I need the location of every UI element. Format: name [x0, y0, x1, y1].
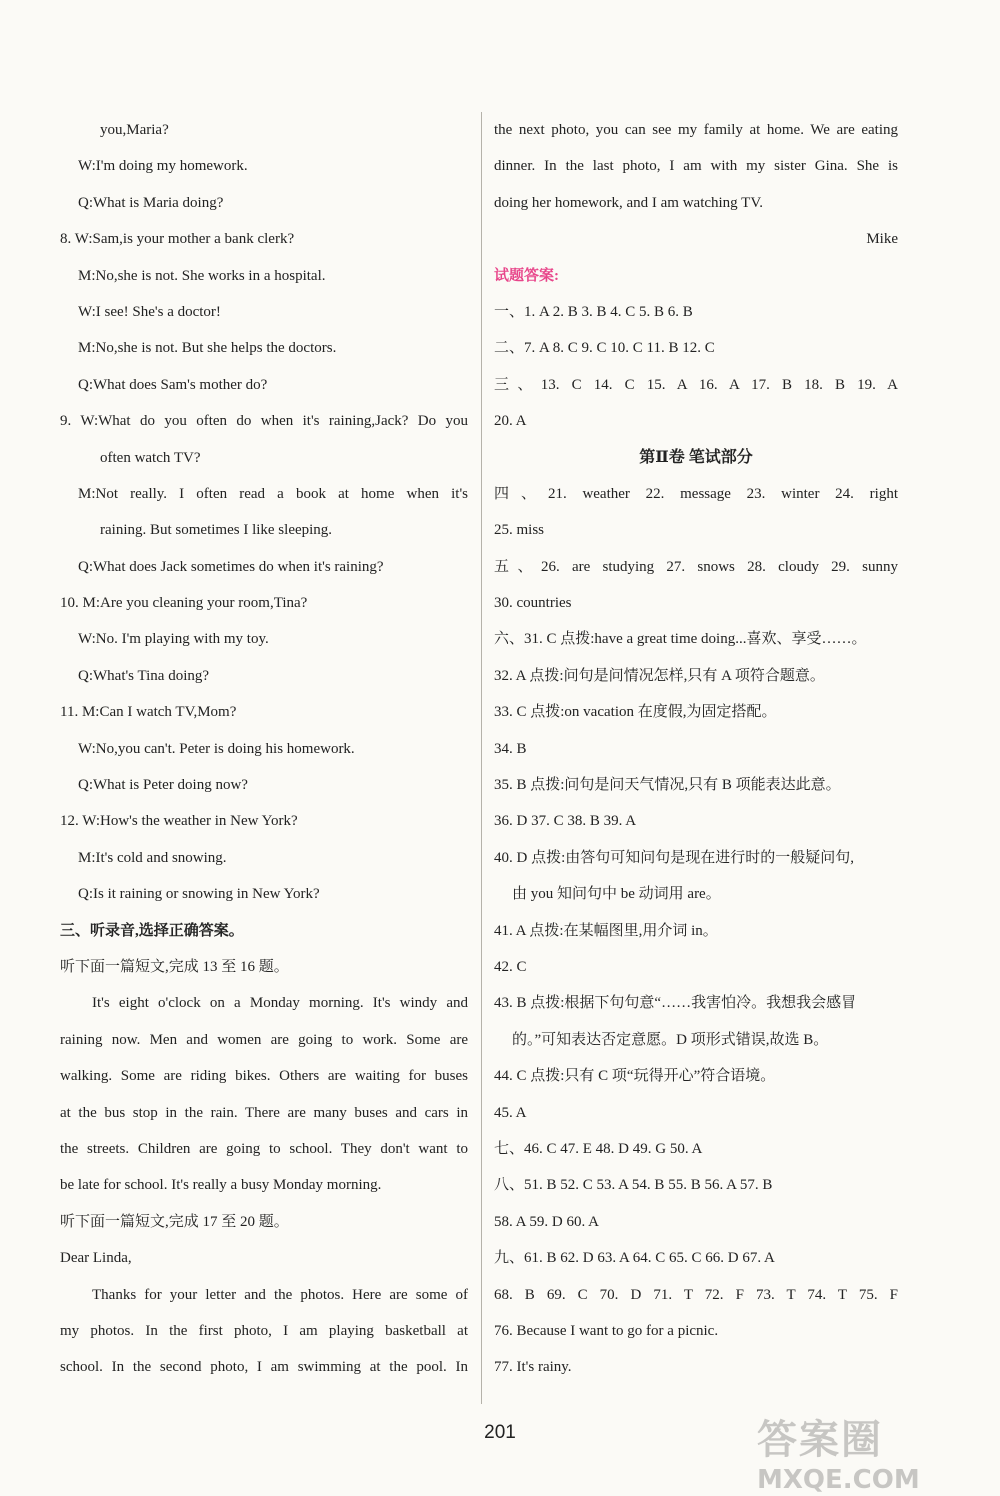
right-column-line: 34. B [494, 740, 527, 757]
right-column-line: 45. A [494, 1104, 527, 1121]
right-column-line: 44. C 点拨:只有 C 项“玩得开心”符合语境。 [494, 1068, 776, 1085]
left-column-line: you,Maria? [100, 122, 169, 138]
left-column-line: Q:What is Peter doing now? [78, 777, 248, 794]
left-column-line: Thanks for your letter and the photos. Here are some of [92, 1286, 468, 1303]
right-column-line: Mike [866, 231, 898, 248]
right-column-line: 58. A 59. D 60. A [494, 1213, 600, 1230]
left-column-line: 9. W:What do you often do when it's raining,Jack? Do you [60, 413, 468, 430]
left-column-line: M:No,she is not. But she helps the doctors. [78, 340, 337, 357]
left-column-line: raining now. Men and women are going to work. Some are [60, 1031, 468, 1048]
right-column-line: 36. D 37. C 38. B 39. A [494, 813, 637, 830]
left-column-line: 三、听录音,选择正确答案。 [60, 922, 244, 939]
left-column-line: Q:What does Sam's mother do? [78, 376, 268, 393]
left-column-line: school. In the second photo, I am swimming at the pool. In [60, 1359, 468, 1376]
right-column-line: the next photo, you can see my family at home. We are eating [494, 122, 898, 138]
left-column [60, 112, 468, 1386]
left-column-line: 8. W:Sam,is your mother a bank clerk? [60, 231, 295, 248]
left-column-line: M:It's cold and snowing. [78, 849, 227, 866]
right-column-line: 由 you 知问句中 be 动词用 are。 [512, 886, 721, 903]
left-column-line: 10. M:Are you cleaning your room,Tina? [60, 595, 308, 612]
right-column-line: 五、26. are studying 27. snows 28. cloudy 29. sunny [494, 558, 898, 575]
left-column-line: the streets. Children are going to school. They don't want to [60, 1140, 468, 1157]
right-column-line: 一、1. A 2. B 3. B 4. C 5. B 6. B [494, 303, 693, 320]
left-column-line: Q:What is Maria doing? [78, 194, 224, 211]
left-column-line: be late for school. It's really a busy Monday morning. [60, 1177, 382, 1194]
left-column-line: Q:What's Tina doing? [78, 667, 210, 684]
left-column-line: W:I see! She's a doctor! [78, 303, 221, 320]
left-column-line: 11. M:Can I watch TV,Mom? [60, 704, 237, 721]
left-column-line: Q:Is it raining or snowing in New York? [78, 886, 320, 903]
column-divider [481, 112, 482, 1404]
left-column-line: W:No,you can't. Peter is doing his homework. [78, 740, 355, 757]
right-column-line: dinner. In the last photo, I am with my sister Gina. She is [494, 158, 898, 175]
right-column-line: 九、61. B 62. D 63. A 64. C 65. C 66. D 67. A [494, 1250, 775, 1267]
left-column-line: Dear Linda, [60, 1250, 132, 1267]
left-column-line: 听下面一篇短文,完成 17 至 20 题。 [60, 1213, 289, 1230]
right-column-line: 30. countries [494, 595, 572, 612]
right-column-line: 25. miss [494, 522, 545, 539]
right-column-line: 八、51. B 52. C 53. A 54. B 55. B 56. A 57. B [494, 1177, 773, 1194]
page-number: 201 [484, 1422, 516, 1443]
right-column-line: 三、13. C 14. C 15. A 16. A 17. B 18. B 19. A [494, 376, 898, 393]
right-column-line: 七、46. C 47. E 48. D 49. G 50. A [494, 1140, 703, 1157]
left-column-line: W:I'm doing my homework. [78, 158, 248, 175]
right-column-line: 二、7. A 8. C 9. C 10. C 11. B 12. C [494, 340, 715, 357]
left-column-line: Q:What does Jack sometimes do when it's raining? [78, 558, 384, 575]
right-column-line: 33. C 点拨:on vacation 在度假,为固定搭配。 [494, 704, 777, 721]
left-column-line: M:Not really. I often read a book at home when it's [78, 485, 468, 502]
left-column-line: my photos. In the first photo, I am playing basketball at [60, 1322, 468, 1339]
left-column-line: It's eight o'clock on a Monday morning. It's windy and [92, 995, 468, 1012]
right-column-line: doing her homework, and I am watching TV. [494, 194, 763, 211]
left-column-line: M:No,she is not. She works in a hospital. [78, 267, 326, 284]
right-column-line: 77. It's rainy. [494, 1359, 572, 1376]
left-column-line: walking. Some are riding bikes. Others are waiting for buses [60, 1068, 468, 1085]
right-column-line: 42. C [494, 958, 527, 975]
right-column-line: 第Ⅱ卷 笔试部分 [639, 448, 753, 466]
watermark [757, 1408, 972, 1495]
right-column-line: 76. Because I want to go for a picnic. [494, 1322, 719, 1339]
left-column-line: 听下面一篇短文,完成 13 至 16 题。 [60, 958, 289, 975]
left-column-line: 12. W:How's the weather in New York? [60, 813, 298, 830]
right-column [494, 112, 898, 1386]
left-column-line: raining. But sometimes I like sleeping. [100, 522, 333, 539]
watermark-url: MXQE.COM [757, 1465, 920, 1495]
right-column-line: 35. B 点拨:问句是问天气情况,只有 B 项能表达此意。 [494, 777, 841, 794]
left-column-line: at the bus stop in the rain. There are many buses and cars in [60, 1104, 468, 1121]
right-column-line: 四、21. weather 22. message 23. winter 24. right [494, 485, 898, 502]
left-column-line: W:No. I'm playing with my toy. [78, 631, 269, 648]
right-column-line: 32. A 点拨:问句是问情况怎样,只有 A 项符合题意。 [494, 667, 825, 684]
right-column-line: 试题答案: [494, 267, 559, 284]
right-column-line: 41. A 点拨:在某幅图里,用介词 in。 [494, 922, 718, 939]
right-column-line: 43. B 点拨:根据下句句意“……我害怕冷。我想我会感冒 [494, 995, 857, 1012]
right-column-line: 40. D 点拨:由答句可知问句是现在进行时的一般疑问句, [494, 849, 855, 866]
left-column-line: often watch TV? [100, 449, 201, 466]
right-column-line: 68. B 69. C 70. D 71. T 72. F 73. T 74. T 75. F [494, 1286, 898, 1303]
right-column-line: 20. A [494, 413, 527, 430]
watermark-logo: 答案圈 [757, 1417, 883, 1463]
right-column-line: 的。”可知表达否定意愿。D 项形式错误,故选 B。 [512, 1031, 829, 1048]
right-column-line: 六、31. C 点拨:have a great time doing...喜欢、享受……。 [494, 631, 867, 648]
